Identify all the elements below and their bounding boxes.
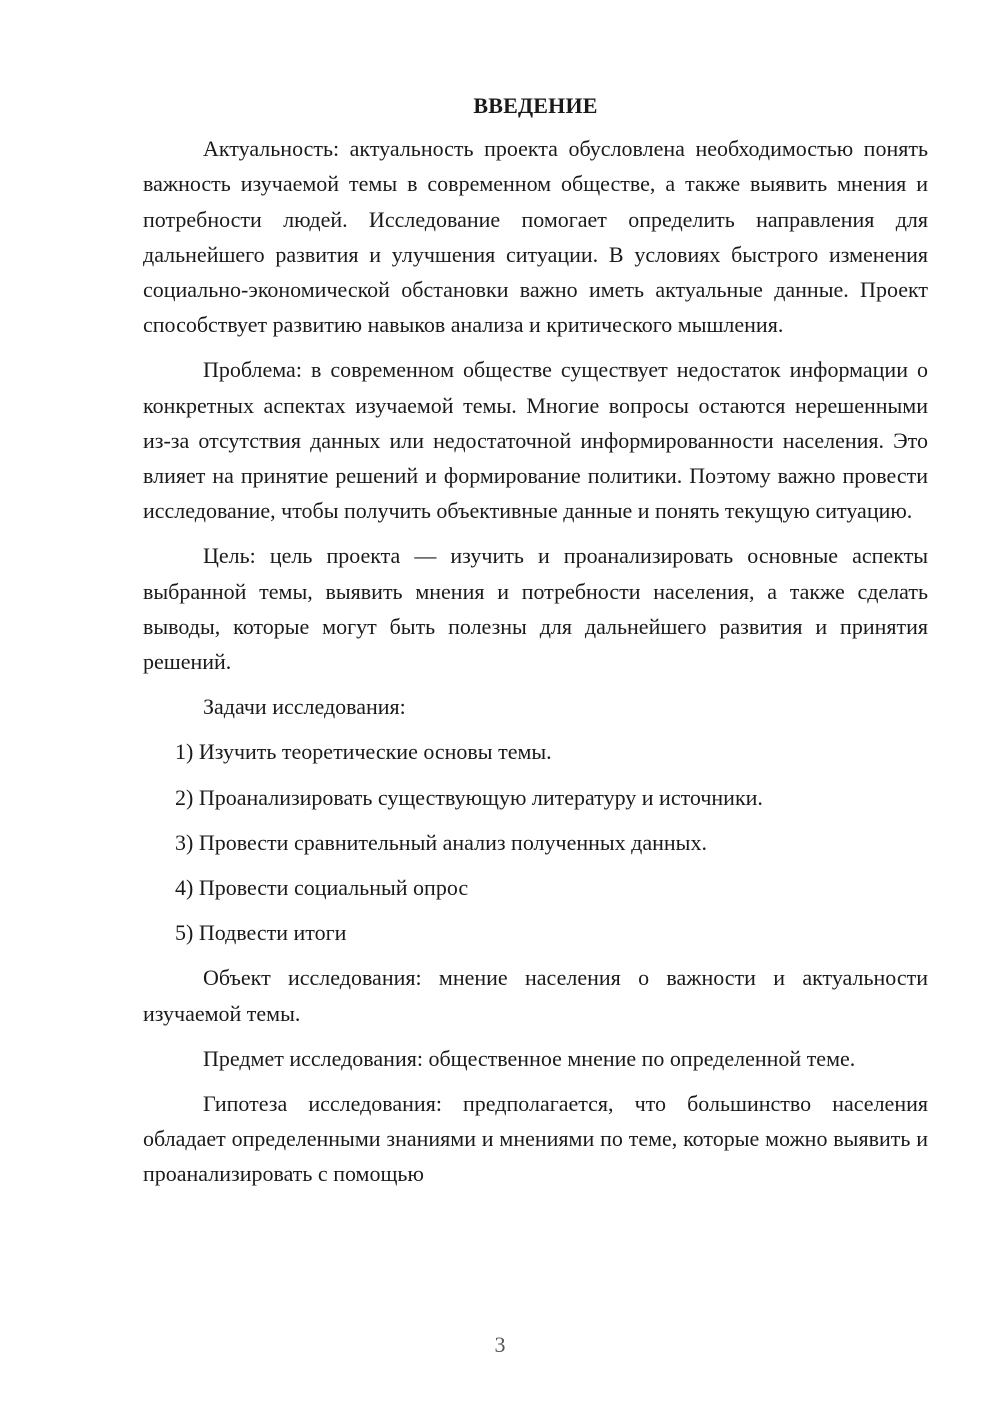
relevance-paragraph: Актуальность: актуальность проекта обусловлена необходимостью понять важность изучаемой темы в современном обществе, а также выявить мнения и потребности людей. Исследование помогает определить направления для дальнейшего развития и улучшения ситуации. В условиях быстрого изменения социально-экономической обстановки важно иметь актуальные данные. Проект способствует развитию навыков анализа и критического мышления.: [143, 136, 928, 338]
tasks-list: [143, 734, 928, 950]
problem-paragraph: Проблема: в современном обществе существует недостаток информации о конкретных аспектах изучаемой темы. Многие вопросы остаются нерешенными из-за отсутствия данных или недостаточной информированности населения. Это влияет на принятие решений и формирование политики. Поэтому важно провести исследование, чтобы получить объективные данные и понять текущую ситуацию.: [143, 357, 928, 524]
hypothesis-paragraph: Гипотеза исследования: предполагается, что большинство населения обладает определенными знаниями и мнениями по теме, которые можно выявить и проанализировать с помощью: [143, 1091, 928, 1187]
page-number: 3: [494, 1332, 506, 1357]
task-item-1: 1) Изучить теоретические основы темы.: [175, 739, 552, 765]
subject-paragraph: Предмет исследования: общественное мнение по определенной теме.: [203, 1045, 856, 1071]
page-content: [143, 88, 928, 1202]
tasks-heading: Задачи исследования:: [203, 694, 406, 720]
task-item-3: 3) Провести сравнительный анализ полученных данных.: [175, 829, 707, 855]
goal-paragraph: Цель: цель проекта — изучить и проанализировать основные аспекты выбранной темы, выявить мнения и потребности населения, а также сделать выводы, которые могут быть полезны для дальнейшего развития и принятия решений.: [143, 543, 928, 675]
task-item-4: 4) Провести социальный опрос: [175, 875, 469, 901]
object-paragraph: Объект исследования: мнение населения о важности и актуальности изучаемой темы.: [143, 965, 928, 1026]
task-item-2: 2) Проанализировать существующую литературу и источники.: [175, 784, 763, 810]
task-item-5: 5) Подвести итоги: [175, 920, 347, 946]
section-heading: ВВЕДЕНИЕ: [473, 93, 598, 118]
